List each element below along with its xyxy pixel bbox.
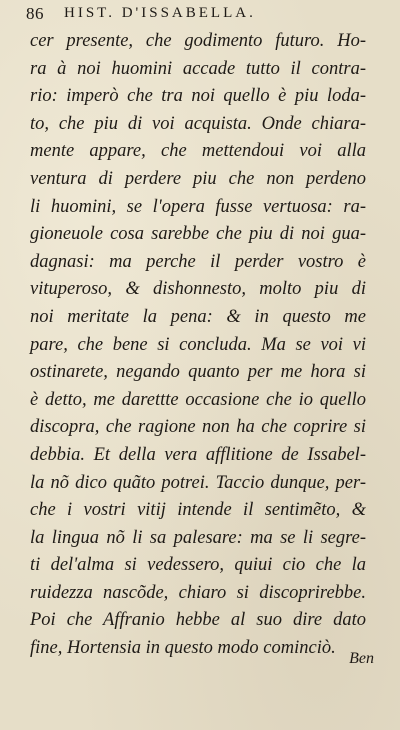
body-text bbox=[30, 28, 366, 663]
text-line: dagnasi: ma perche il perder vostro è bbox=[30, 251, 366, 272]
text-line: mente appare, che mettendoui voi alla bbox=[30, 141, 366, 162]
catchword: Ben bbox=[349, 650, 374, 667]
text-line: ti del'alma si vedessero, quiui cio che la bbox=[30, 555, 366, 576]
text-line: discopra, che ragione non ha che coprire si bbox=[30, 417, 366, 438]
text-line: debbia. Et della vera afflitione de Issabel- bbox=[30, 444, 366, 465]
text-line: rio: imperò che tra noi quello è piu loda- bbox=[30, 86, 366, 107]
text-line: pare, che bene si concluda. Ma se voi vi bbox=[30, 334, 366, 355]
running-title: HIST. D'ISSABELLA. bbox=[64, 5, 256, 21]
text-line: noi meritate la pena: & in questo me bbox=[30, 306, 366, 327]
text-line: fine, Hortensia in questo modo cominciò. bbox=[30, 638, 336, 659]
text-line: ostinarete, negando quanto per me hora si bbox=[30, 362, 366, 383]
text-line: è detto, me darettte occasione che io quello bbox=[30, 389, 366, 410]
text-line: gioneuole cosa sarebbe che piu di noi gua- bbox=[30, 224, 366, 245]
text-line: ra à noi huomini accade tutto il contra- bbox=[30, 58, 366, 79]
text-line: la lingua nõ li sa palesare: ma se li segre- bbox=[30, 527, 366, 548]
text-line: ventura di perdere piu che non perdeno bbox=[30, 168, 366, 189]
text-line: to, che piu di voi acquista. Onde chiara- bbox=[30, 113, 366, 134]
text-line: ruidezza nascõde, chiaro si discoprirebbe. bbox=[30, 582, 366, 603]
text-line: la nõ dico quãto potrei. Taccio dunque, per- bbox=[30, 472, 366, 493]
running-head bbox=[26, 4, 380, 26]
text-line: li huomini, se l'opera fusse vertuosa: ra- bbox=[30, 196, 366, 217]
text-line: che i vostri vitij intende il sentimẽto, & bbox=[30, 500, 366, 521]
text-line: cer presente, che godimento futuro. Ho- bbox=[30, 31, 366, 51]
text-line: Poi che Affranio hebbe al suo dire dato bbox=[30, 610, 366, 631]
text-line: vituperoso, & dishonnesto, molto piu di bbox=[30, 279, 366, 300]
page-number: 86 bbox=[26, 4, 44, 23]
